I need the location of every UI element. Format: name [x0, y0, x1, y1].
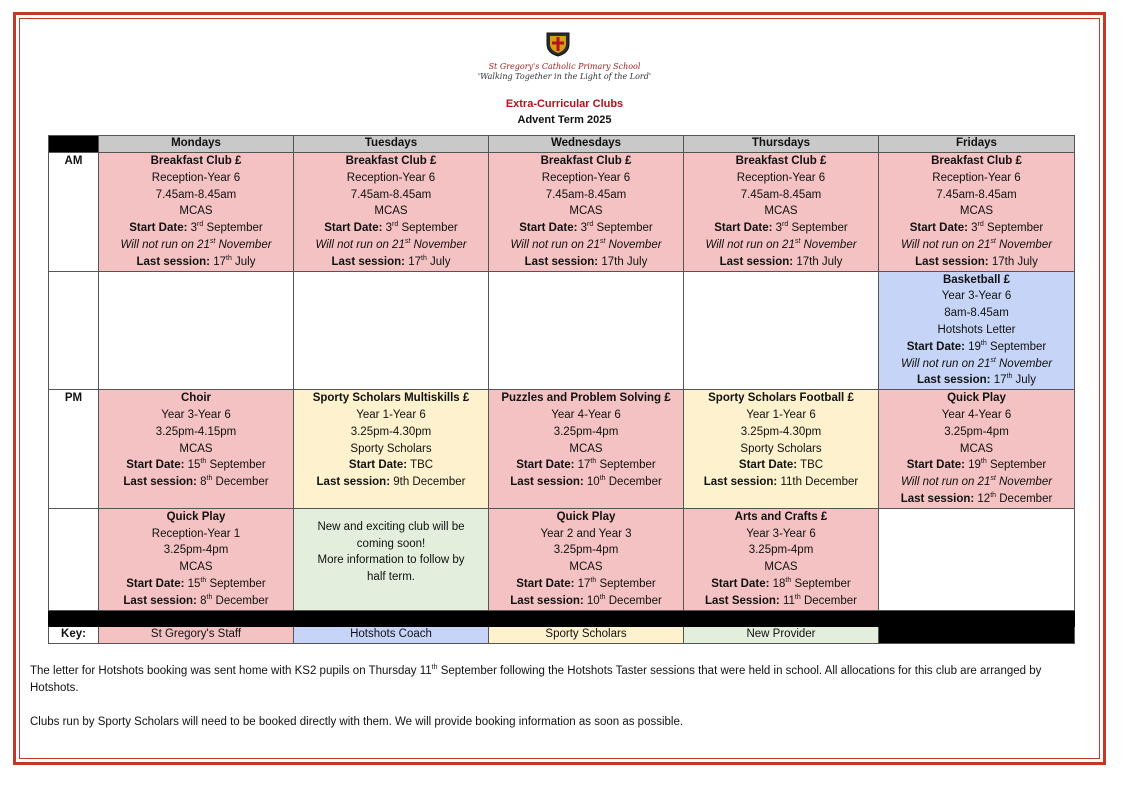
- exception-prefix: Will not run on 21: [315, 238, 405, 251]
- start-suffix: th: [980, 339, 987, 347]
- last-month: December: [605, 594, 662, 607]
- last-month: December: [212, 476, 269, 489]
- last-month: December: [800, 594, 858, 607]
- start-month: September: [596, 577, 656, 590]
- club-years: Year 3-Year 6: [746, 527, 816, 540]
- club-cell-breakfast-wednesday: [489, 153, 684, 272]
- club-years: Year 3-Year 6: [161, 408, 231, 421]
- start-month: September: [986, 459, 1047, 472]
- club-provider: MCAS: [179, 561, 213, 574]
- last-label: Last session:: [719, 255, 794, 268]
- exception-prefix: Will not run on 21: [900, 357, 991, 370]
- start-day: 15: [187, 577, 201, 590]
- club-years: Reception-Year 6: [346, 171, 436, 184]
- last-month: July: [1012, 374, 1036, 387]
- start-suffix: th: [200, 458, 207, 466]
- exception-prefix: Will not run on 21: [120, 238, 210, 251]
- start-label: Start Date:: [324, 222, 383, 235]
- sporty-scholars-note: Clubs run by Sporty Scholars will need to be booked directly with them. We will provide booking information as soon as possible.: [30, 716, 684, 728]
- exception-suffix: st: [599, 238, 606, 246]
- club-title: Breakfast Club £: [931, 155, 1022, 167]
- key-row: [49, 626, 1075, 643]
- club-start-date: [491, 220, 681, 237]
- exception-suffix: st: [794, 238, 801, 246]
- last-month: December: [605, 476, 662, 489]
- club-cell-multiskills-tuesday: [294, 390, 489, 509]
- exception-suffix: st: [404, 238, 411, 246]
- club-exception: [686, 237, 876, 254]
- empty-cell-wednesday: [489, 271, 684, 390]
- start-day: 3: [775, 222, 783, 235]
- empty-cell-friday: [879, 508, 1075, 610]
- start-day: 3: [190, 222, 198, 235]
- start-day: 3: [580, 222, 588, 235]
- club-provider: MCAS: [959, 442, 994, 455]
- club-title: Quick Play: [556, 510, 616, 523]
- club-start-date: [101, 457, 291, 474]
- start-label: Start Date:: [906, 459, 965, 472]
- club-last-session: [101, 254, 291, 271]
- header-corner: [49, 136, 99, 153]
- school-crest-logo: [544, 30, 572, 58]
- club-years: Year 4-Year 6: [941, 408, 1012, 421]
- last-day: 17: [408, 255, 421, 268]
- last-suffix: th: [990, 492, 997, 500]
- key-black-cell: [879, 626, 1075, 643]
- club-title: Breakfast Club £: [345, 155, 437, 167]
- last-day: 17: [993, 374, 1007, 387]
- day-header-wednesday: Wednesdays: [489, 136, 684, 153]
- club-start-date: [296, 220, 486, 237]
- hotshots-note-end: September following the Hotshots Taster sessions that were held in school. All allocations for this club are arranged by Hotshots.: [30, 665, 1042, 694]
- club-last-session: [686, 593, 876, 610]
- start-label: Start Date:: [129, 222, 188, 235]
- club-title: Basketball £: [942, 273, 1011, 286]
- start-suffix: rd: [977, 221, 984, 229]
- club-time: 7.45am-8.45am: [350, 188, 432, 201]
- start-label: Start Date:: [348, 459, 408, 472]
- row-label-empty: [49, 271, 99, 390]
- last-label: Last session:: [703, 476, 778, 489]
- start-label: Start Date:: [711, 577, 770, 590]
- start-value: TBC: [410, 459, 434, 472]
- club-last-session: [491, 593, 681, 610]
- club-years: Reception-Year 1: [151, 527, 241, 540]
- club-cell-quickplay-friday: [879, 390, 1075, 509]
- start-day: 19: [968, 459, 981, 472]
- coming-soon-message: [296, 509, 486, 586]
- club-last-session: [686, 254, 876, 271]
- day-header-monday: Mondays: [99, 136, 294, 153]
- last-label: Last session:: [123, 594, 197, 607]
- club-start-date: [296, 457, 486, 474]
- club-time: 3.25pm-4pm: [553, 544, 619, 557]
- exception-suffix: st: [209, 238, 216, 246]
- club-cell-breakfast-monday: [99, 153, 294, 272]
- last-suffix: th: [206, 593, 213, 601]
- start-suffix: rd: [197, 221, 204, 229]
- exception-month: November: [800, 238, 857, 251]
- last-date: 11th December: [780, 476, 859, 489]
- start-suffix: th: [980, 458, 987, 466]
- club-provider: Sporty Scholars: [350, 442, 432, 455]
- club-time: 3.25pm-4pm: [553, 425, 619, 438]
- school-motto: 'Walking Together in the Light of the Lord': [477, 72, 652, 81]
- exception-month: November: [605, 238, 662, 251]
- message-line: More information to follow by: [317, 554, 465, 567]
- day-header-tuesday: Tuesdays: [294, 136, 489, 153]
- club-title: Breakfast Club £: [150, 155, 242, 167]
- start-label: Start Date:: [738, 459, 798, 472]
- club-start-date: [881, 220, 1072, 237]
- start-value: TBC: [800, 459, 824, 472]
- start-month: September: [788, 222, 848, 235]
- separator-cell: [489, 610, 684, 626]
- start-suffix: rd: [782, 221, 789, 229]
- club-time: 7.45am-8.45am: [545, 188, 627, 201]
- last-month: December: [212, 594, 269, 607]
- club-start-date: [101, 220, 291, 237]
- start-month: September: [206, 577, 266, 590]
- last-day: 17: [213, 255, 226, 268]
- start-suffix: th: [590, 458, 597, 466]
- row-label-empty: [49, 508, 99, 610]
- exception-prefix: Will not run on 21: [705, 238, 795, 251]
- club-years: Year 4-Year 6: [551, 408, 621, 421]
- club-last-session: [686, 474, 876, 491]
- club-start-date: [491, 576, 681, 593]
- key-new-provider: New Provider: [684, 626, 879, 643]
- last-label: Last session:: [510, 476, 584, 489]
- club-start-date: [686, 576, 876, 593]
- club-start-date: [101, 576, 291, 593]
- last-day: 8: [200, 594, 207, 607]
- club-years: Year 1-Year 6: [356, 408, 426, 421]
- club-time: 3.25pm-4.30pm: [350, 425, 432, 438]
- last-label: Last session:: [917, 374, 991, 387]
- exception-month: November: [410, 238, 467, 251]
- club-provider: MCAS: [764, 561, 798, 574]
- last-label: Last session:: [316, 476, 391, 489]
- hotshots-note-suffix: th: [431, 664, 438, 672]
- school-name: St Gregory's Catholic Primary School: [488, 62, 641, 71]
- start-label: Start Date:: [714, 222, 773, 235]
- club-exception: [296, 237, 486, 254]
- club-time: 3.25pm-4.15pm: [155, 425, 237, 438]
- am-second-row: [49, 271, 1075, 390]
- last-label: Last session:: [136, 255, 210, 268]
- club-cell-breakfast-thursday: [684, 153, 879, 272]
- club-cell-puzzles-wednesday: [489, 390, 684, 509]
- pm-second-row: [49, 508, 1075, 610]
- last-month: July: [231, 255, 256, 268]
- club-time: 7.45am-8.45am: [936, 188, 1017, 201]
- last-suffix: th: [421, 254, 427, 262]
- start-day: 3: [385, 222, 393, 235]
- club-years: Reception-Year 6: [541, 171, 631, 184]
- club-last-session: [101, 474, 291, 491]
- club-start-date: [881, 339, 1072, 356]
- start-day: 18: [772, 577, 786, 590]
- last-suffix: th: [206, 475, 213, 483]
- start-day: 3: [971, 222, 978, 235]
- club-time: 3.25pm-4pm: [748, 544, 814, 557]
- club-title: Puzzles and Problem Solving £: [501, 392, 671, 405]
- hotshots-note-start: The letter for Hotshots booking was sent home with KS2 pupils on Thursday 11: [30, 665, 432, 677]
- message-line: New and exciting club will be: [317, 520, 465, 533]
- row-label-am: AM: [49, 153, 99, 272]
- start-day: 15: [187, 459, 201, 472]
- clubs-timetable: [48, 135, 1075, 644]
- club-cell-breakfast-friday: [879, 153, 1075, 272]
- last-day: 12: [977, 492, 991, 505]
- club-provider: MCAS: [569, 205, 603, 218]
- row-label-pm: PM: [49, 390, 99, 509]
- separator-row: [49, 610, 1075, 626]
- club-time: 3.25pm-4.30pm: [740, 425, 822, 438]
- club-exception: [491, 237, 681, 254]
- exception-prefix: Will not run on 21: [900, 238, 991, 251]
- club-cell-choir-monday: [99, 390, 294, 509]
- club-provider: MCAS: [374, 205, 408, 218]
- last-suffix: th: [599, 593, 606, 601]
- club-exception: [881, 356, 1072, 373]
- last-label: Last session:: [123, 476, 197, 489]
- start-label: Start Date:: [126, 459, 185, 472]
- club-title: Quick Play: [947, 392, 1006, 405]
- exception-suffix: st: [990, 356, 996, 364]
- start-month: September: [983, 222, 1044, 235]
- club-time: 3.25pm-4pm: [163, 544, 229, 557]
- club-years: Reception-Year 6: [151, 171, 241, 184]
- start-day: 19: [968, 340, 981, 353]
- club-last-session: [491, 254, 681, 271]
- last-label: Last session:: [331, 255, 405, 268]
- start-month: September: [596, 459, 656, 472]
- key-label: Key:: [49, 626, 99, 643]
- club-start-date: [686, 220, 876, 237]
- last-day: 10: [586, 594, 600, 607]
- separator-cell: [294, 610, 489, 626]
- last-date: 17th July: [991, 255, 1038, 268]
- club-time: 3.25pm-4pm: [944, 425, 1009, 438]
- start-month: September: [398, 222, 458, 235]
- start-label: Start Date:: [516, 459, 575, 472]
- club-provider: MCAS: [569, 561, 603, 574]
- last-label: Last session:: [900, 492, 975, 505]
- day-header-friday: Fridays: [879, 136, 1075, 153]
- club-cell-football-thursday: [684, 390, 879, 509]
- key-sporty-scholars: Sporty Scholars: [489, 626, 684, 643]
- club-exception: [101, 237, 291, 254]
- club-cell-quickplay-monday: [99, 508, 294, 610]
- club-cell-breakfast-tuesday: [294, 153, 489, 272]
- club-last-session: [491, 474, 681, 491]
- last-day: 10: [586, 476, 600, 489]
- start-month: September: [986, 340, 1047, 353]
- start-month: September: [203, 222, 263, 235]
- start-suffix: rd: [392, 221, 399, 229]
- term-subtitle: Advent Term 2025: [517, 114, 612, 126]
- start-label: Start Date:: [126, 577, 185, 590]
- club-years: Year 2 and Year 3: [540, 527, 632, 540]
- start-label: Start Date:: [906, 340, 965, 353]
- last-month: July: [426, 255, 451, 268]
- header-row: [49, 136, 1075, 153]
- club-start-date: [881, 457, 1072, 474]
- last-suffix: th: [599, 475, 606, 483]
- last-suffix: th: [226, 254, 232, 262]
- start-suffix: th: [590, 577, 597, 585]
- club-cell-basketball-friday: [879, 271, 1075, 390]
- page-title: Extra-Curricular Clubs: [505, 98, 624, 110]
- last-label: Last Session:: [704, 594, 780, 607]
- club-start-date: [491, 457, 681, 474]
- separator-cell: [49, 610, 99, 626]
- club-last-session: [881, 491, 1072, 508]
- club-last-session: [881, 372, 1072, 389]
- club-last-session: [296, 254, 486, 271]
- empty-cell-tuesday: [294, 271, 489, 390]
- exception-suffix: st: [990, 238, 996, 246]
- hotshots-note: [30, 663, 1090, 697]
- club-time: 7.45am-8.45am: [155, 188, 237, 201]
- key-hotshots: Hotshots Coach: [294, 626, 489, 643]
- start-day: 17: [577, 577, 591, 590]
- separator-cell: [879, 610, 1075, 626]
- club-cell-coming-soon-tuesday: [294, 508, 489, 610]
- start-day: 17: [577, 459, 591, 472]
- club-provider: MCAS: [569, 442, 603, 455]
- club-title: Breakfast Club £: [540, 155, 632, 167]
- exception-month: November: [995, 238, 1053, 251]
- club-start-date: [686, 457, 876, 474]
- club-cell-arts-crafts-thursday: [684, 508, 879, 610]
- exception-prefix: Will not run on 21: [510, 238, 600, 251]
- club-years: Year 3-Year 6: [941, 290, 1012, 303]
- exception-month: November: [995, 476, 1053, 489]
- am-breakfast-row: [49, 153, 1075, 272]
- start-suffix: th: [785, 577, 792, 585]
- club-years: Reception-Year 6: [932, 171, 1021, 184]
- club-title: Sporty Scholars Multiskills £: [312, 392, 470, 405]
- start-month: September: [593, 222, 653, 235]
- club-time: 7.45am-8.45am: [740, 188, 822, 201]
- message-line: half term.: [367, 571, 415, 584]
- last-date: 17th July: [601, 255, 648, 268]
- empty-cell-monday: [99, 271, 294, 390]
- last-suffix: th: [1006, 373, 1013, 381]
- club-provider: MCAS: [959, 205, 994, 218]
- exception-month: November: [215, 238, 272, 251]
- day-header-thursday: Thursdays: [684, 136, 879, 153]
- club-provider: Hotshots Letter: [937, 323, 1016, 336]
- club-title: Choir: [180, 392, 212, 405]
- message-line: coming soon!: [356, 537, 426, 550]
- start-label: Start Date:: [516, 577, 575, 590]
- last-suffix: th: [794, 593, 801, 601]
- club-last-session: [881, 254, 1072, 271]
- club-title: Sporty Scholars Football £: [708, 392, 854, 405]
- club-provider: MCAS: [764, 205, 798, 218]
- club-last-session: [296, 474, 486, 491]
- last-month: December: [996, 492, 1053, 505]
- key-staff: St Gregory's Staff: [99, 626, 294, 643]
- exception-month: November: [995, 357, 1053, 370]
- start-label: Start Date:: [909, 222, 968, 235]
- pm-first-row: [49, 390, 1075, 509]
- club-title: Quick Play: [166, 510, 226, 523]
- club-exception: [881, 474, 1072, 491]
- last-label: Last session:: [915, 255, 989, 268]
- separator-cell: [99, 610, 294, 626]
- start-label: Start Date:: [519, 222, 578, 235]
- exception-prefix: Will not run on 21: [900, 476, 991, 489]
- club-years: Reception-Year 6: [736, 171, 826, 184]
- club-provider: Sporty Scholars: [740, 442, 822, 455]
- club-provider: MCAS: [179, 442, 213, 455]
- exception-suffix: st: [990, 475, 996, 483]
- start-month: September: [791, 577, 851, 590]
- separator-cell: [684, 610, 879, 626]
- last-date: 9th December: [393, 476, 466, 489]
- club-title: Arts and Crafts £: [734, 510, 828, 523]
- start-month: September: [206, 459, 266, 472]
- start-suffix: rd: [587, 221, 594, 229]
- club-cell-quickplay-wednesday: [489, 508, 684, 610]
- club-years: Year 1-Year 6: [746, 408, 816, 421]
- last-label: Last session:: [524, 255, 599, 268]
- club-last-session: [101, 593, 291, 610]
- club-title: Breakfast Club £: [735, 155, 827, 167]
- last-day: 11: [782, 594, 795, 607]
- club-time: 8am-8.45am: [944, 307, 1009, 320]
- last-day: 8: [200, 476, 207, 489]
- club-exception: [881, 237, 1072, 254]
- empty-cell-thursday: [684, 271, 879, 390]
- club-provider: MCAS: [179, 205, 213, 218]
- last-label: Last session:: [510, 594, 584, 607]
- last-date: 17th July: [796, 255, 843, 268]
- start-suffix: th: [200, 577, 207, 585]
